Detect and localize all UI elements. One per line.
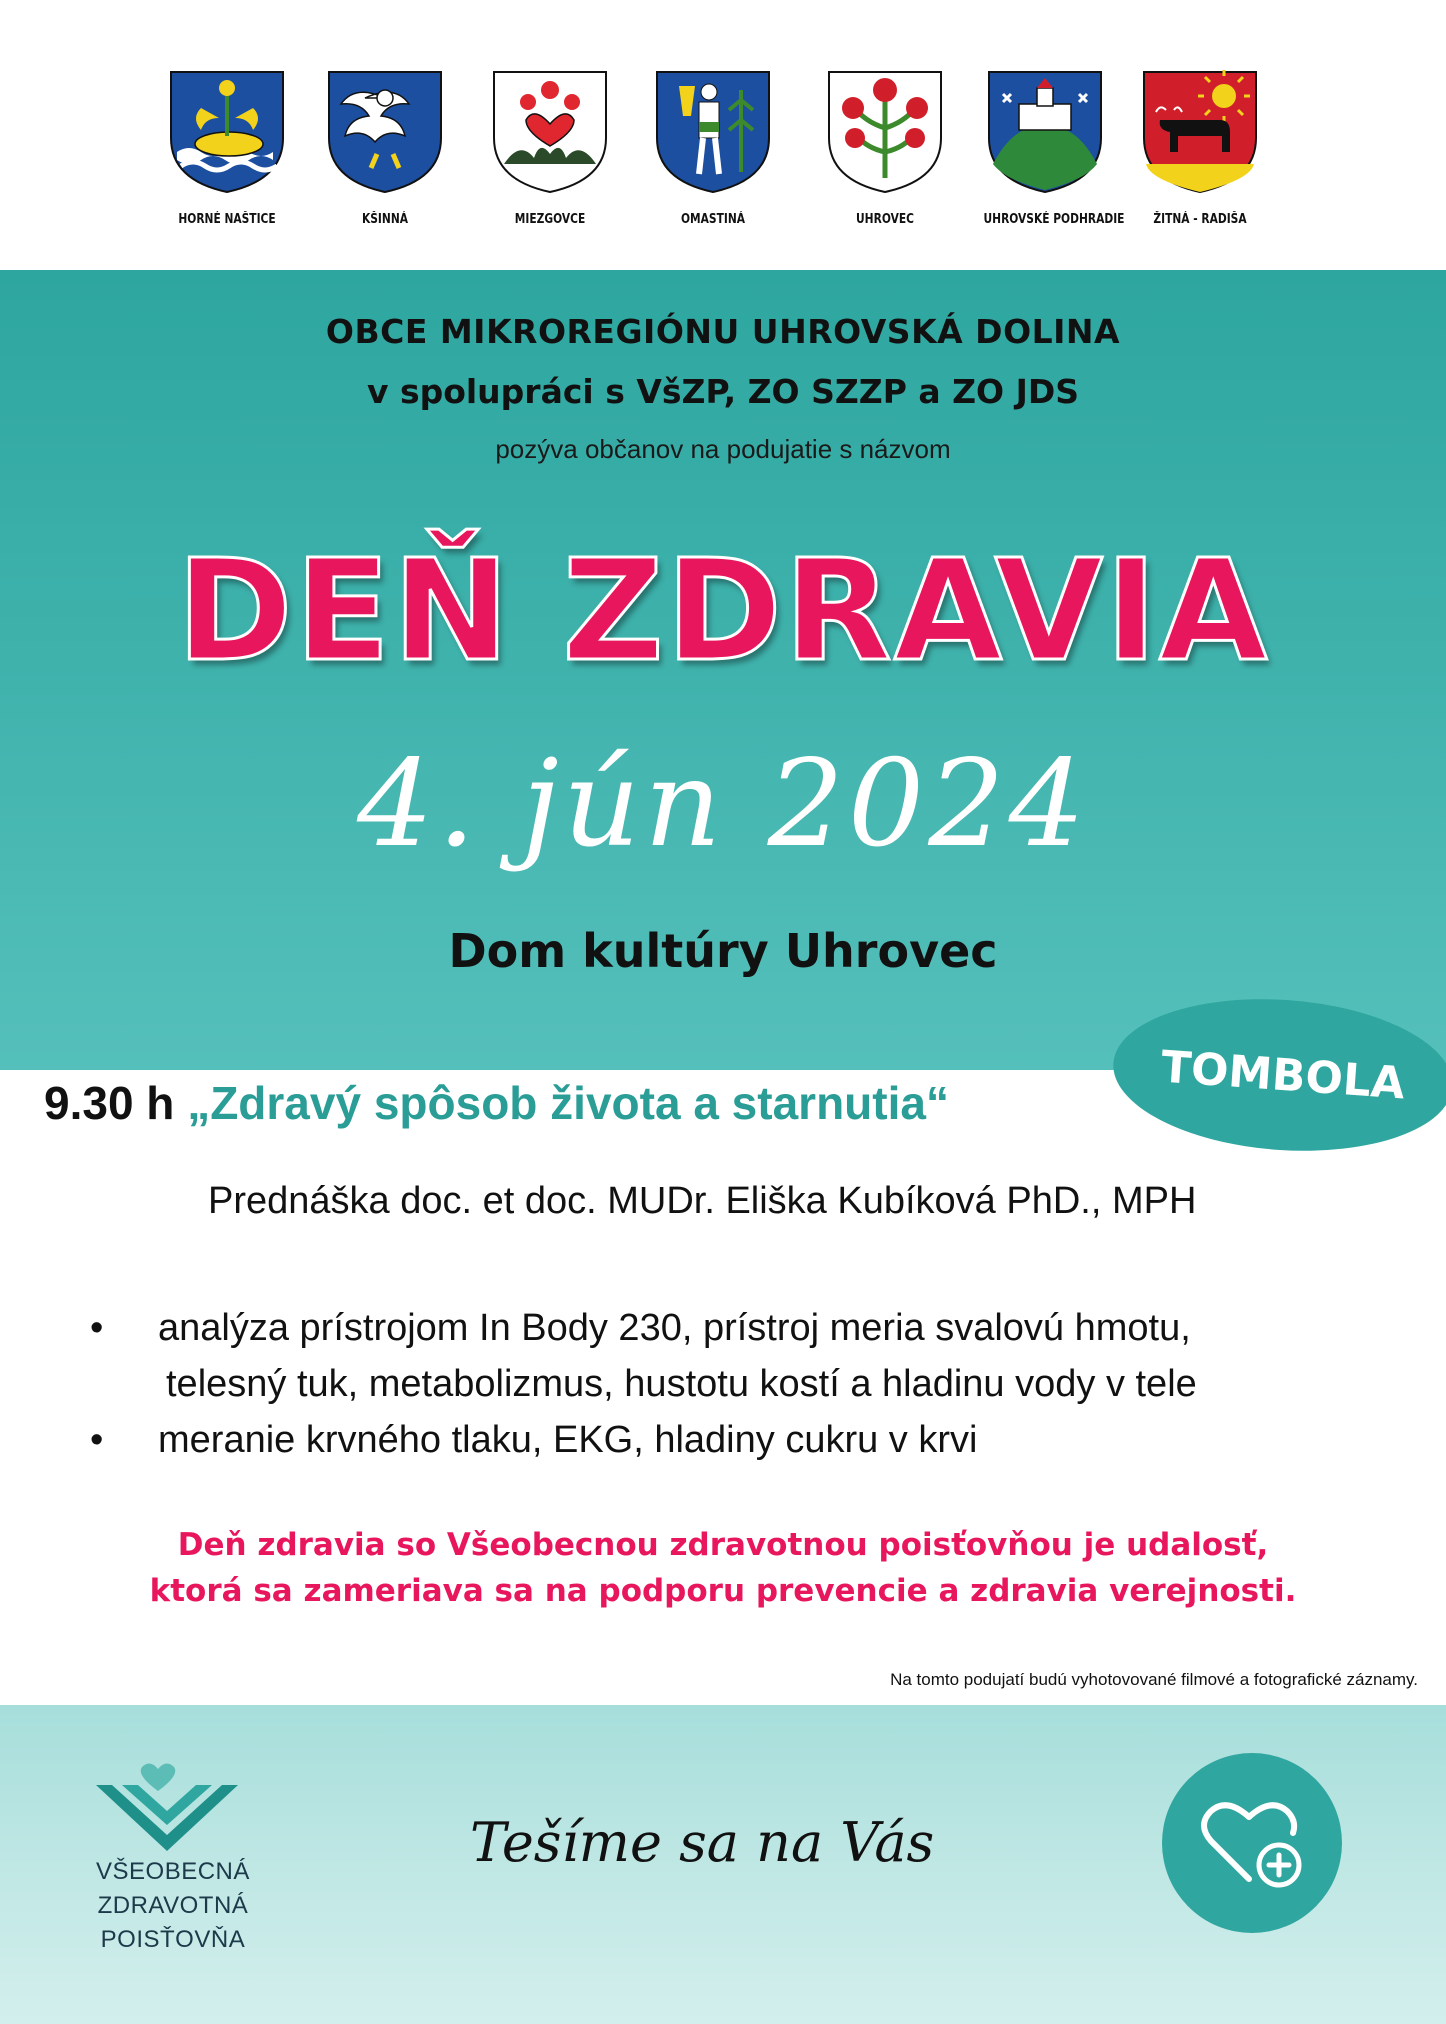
- note-line: Deň zdravia so Všeobecnou zdravotnou poisťovňou je udalosť,: [177, 1527, 1269, 1563]
- list-item-line: telesný tuk, metabolizmus, hustotu kostí a hladinu vody v tele: [166, 1363, 1197, 1405]
- uhrovec-crest-icon: [825, 68, 945, 196]
- miezgovce-crest-icon: [490, 68, 610, 196]
- recording-notice: Na tomto podujatí budú vyhotovované filmové a fotografické záznamy.: [890, 1670, 1418, 1689]
- crest-label: ŽITNÁ - RADIŠA: [1153, 212, 1247, 227]
- vszp-logo-icon: [92, 1755, 242, 1855]
- ksinna-crest-icon: [325, 68, 445, 196]
- heart-plus-icon: [1197, 1793, 1307, 1893]
- list-item: [90, 1300, 1390, 1412]
- heart-badge: [1162, 1753, 1342, 1933]
- bullet-icon: •: [90, 1419, 104, 1461]
- crest-label: KŠINNÁ: [361, 212, 408, 227]
- lecturer-text: Prednáška doc. et doc. MUDr. Eliška Kubíková PhD., MPH: [208, 1180, 1197, 1222]
- crest-row: [0, 0, 1446, 270]
- crest-label: MIEZGOVCE: [514, 212, 586, 227]
- vszp-logo-text: [96, 1855, 250, 1957]
- bullet-icon: •: [90, 1307, 104, 1349]
- uhrovske-podhradie-crest-icon: [985, 68, 1105, 196]
- crest-label: UHROVSKÉ PODHRADIE: [983, 212, 1125, 227]
- crest-horne-nastice: [152, 68, 302, 227]
- talk-title: „Zdravý spôsob života a starnutia“: [187, 1077, 949, 1129]
- list-item-line: meranie krvného tlaku, EKG, hladiny cukru v krvi: [158, 1419, 978, 1461]
- tombola-label: TOMBOLA: [1159, 1041, 1407, 1109]
- hero-band: [0, 270, 1446, 1070]
- crest-uhrovske-podhradie: [970, 68, 1125, 227]
- note-line: ktorá sa zameriava sa na podporu prevencie a zdravia verejnosti.: [149, 1573, 1297, 1609]
- crest-uhrovec: [810, 68, 960, 227]
- crest-ksinna: [310, 68, 460, 227]
- event-title: DEŇ ZDRAVIA: [176, 530, 1270, 693]
- logo-line: POISŤOVŇA: [100, 1926, 246, 1953]
- list-item: [90, 1412, 1390, 1468]
- organizer-heading: OBCE MIKROREGIÓNU UHROVSKÁ DOLINA: [325, 312, 1121, 351]
- logo-line: VŠEOBECNÁ: [96, 1858, 250, 1885]
- partners-heading: v spolupráci s VšZP, ZO SZZP a ZO JDS: [366, 372, 1080, 411]
- horne-nastice-crest-icon: [167, 68, 287, 196]
- invite-text: pozýva občanov na podujatie s názvom: [495, 434, 951, 464]
- crest-miezgovce: [475, 68, 625, 227]
- footer-slogan: Tešíme sa na Vás: [470, 1811, 935, 1874]
- program-headline: [44, 1076, 949, 1130]
- program-time: 9.30 h: [44, 1077, 175, 1129]
- zitna-radisa-crest-icon: [1140, 68, 1260, 196]
- event-date: 4. jún 2024: [357, 735, 1089, 874]
- crest-zitna-radisa: [1125, 68, 1275, 227]
- crest-omastina: [638, 68, 788, 227]
- event-venue: Dom kultúry Uhrovec: [448, 924, 998, 978]
- crest-label: UHROVEC: [856, 212, 914, 227]
- crest-label: HORNÉ NAŠTICE: [178, 212, 276, 227]
- crest-label: OMASTINÁ: [680, 212, 746, 227]
- footer: [0, 1705, 1446, 2024]
- logo-line: ZDRAVOTNÁ: [97, 1892, 249, 1919]
- event-note: [0, 1522, 1446, 1614]
- list-item-line: analýza prístrojom In Body 230, prístroj meria svalovú hmotu,: [158, 1307, 1191, 1349]
- omastina-crest-icon: [653, 68, 773, 196]
- services-list: [90, 1300, 1390, 1468]
